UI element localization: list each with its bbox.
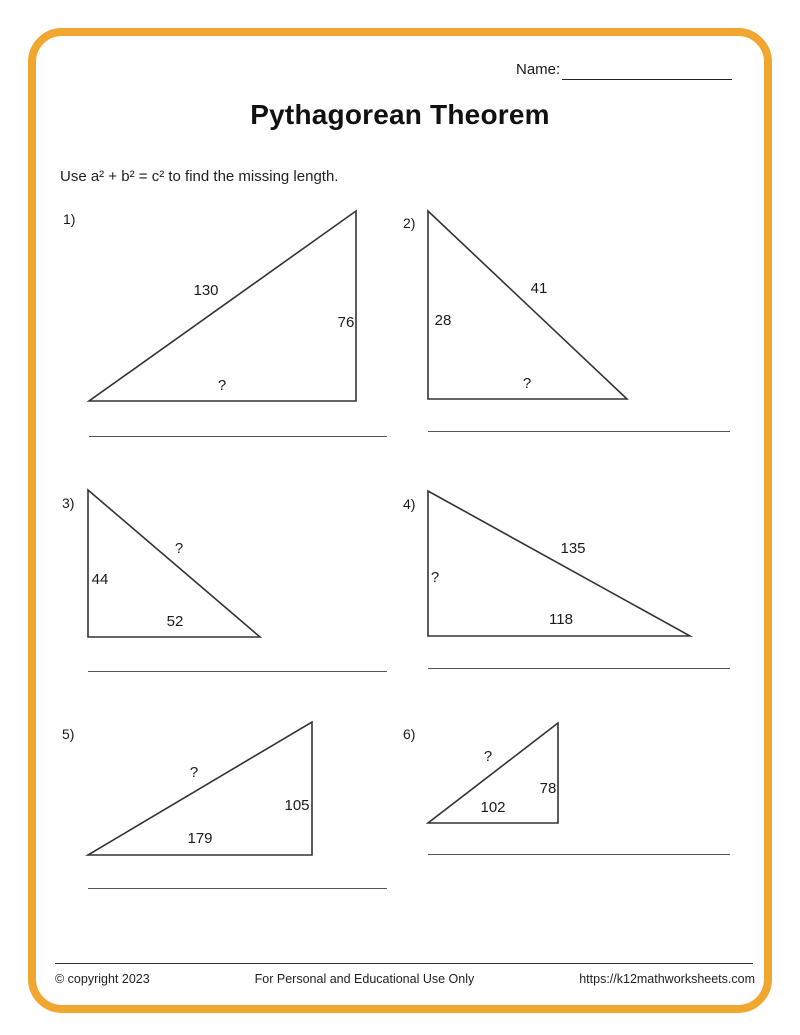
problem-6-hypotenuse-label: ? [483,748,493,765]
answer-line-5 [88,888,387,889]
answer-line-1 [89,436,387,437]
worksheet-title: Pythagorean Theorem [250,99,550,130]
problem-4-number: 4) [403,496,416,512]
problem-2-hypotenuse-label: 41 [530,280,548,297]
footer-url: https://k12mathworksheets.com [579,972,755,986]
problem-4-vertical-leg-label: ? [430,569,440,586]
answer-line-2 [428,431,730,432]
problem-5-vertical-leg-label: 105 [284,797,310,814]
problem-4-hypotenuse-label: 135 [560,540,586,557]
problem-2-vertical-leg-label: 28 [434,312,452,329]
problem-3-horizontal-leg-label: 52 [166,613,184,630]
problem-1-hypotenuse-label: 130 [193,282,219,299]
instruction-text: Use a² + b² = c² to find the missing length. [60,168,339,185]
problem-2-horizontal-leg-label: ? [522,375,532,392]
problem-5-horizontal-leg-label: 179 [187,830,213,847]
problem-6-vertical-leg-label: 78 [539,780,557,797]
answer-line-6 [428,854,730,855]
answer-line-4 [428,668,730,669]
problem-3-vertical-leg-label: 44 [91,571,109,588]
name-label: Name: [516,61,561,78]
problem-5-hypotenuse-label: ? [189,764,199,781]
problem-1-vertical-leg-label: 76 [337,314,355,331]
problem-3-hypotenuse-label: ? [174,540,184,557]
problem-3-number: 3) [62,495,75,511]
footer-usage: For Personal and Educational Use Only [254,972,475,986]
problem-1-horizontal-leg-label: ? [217,377,227,394]
problem-6-horizontal-leg-label: 102 [480,799,506,816]
footer-divider [55,963,753,964]
problem-4-horizontal-leg-label: 118 [549,611,573,628]
triangle-2-shape [428,211,627,399]
problem-1-number: 1) [63,211,76,227]
triangle-1-shape [89,211,356,401]
footer-copyright: © copyright 2023 [55,972,150,986]
problem-2-number: 2) [403,215,416,231]
problem-5-number: 5) [62,726,75,742]
problem-6-number: 6) [403,726,416,742]
footer [55,972,755,986]
answer-line-3 [88,671,387,672]
